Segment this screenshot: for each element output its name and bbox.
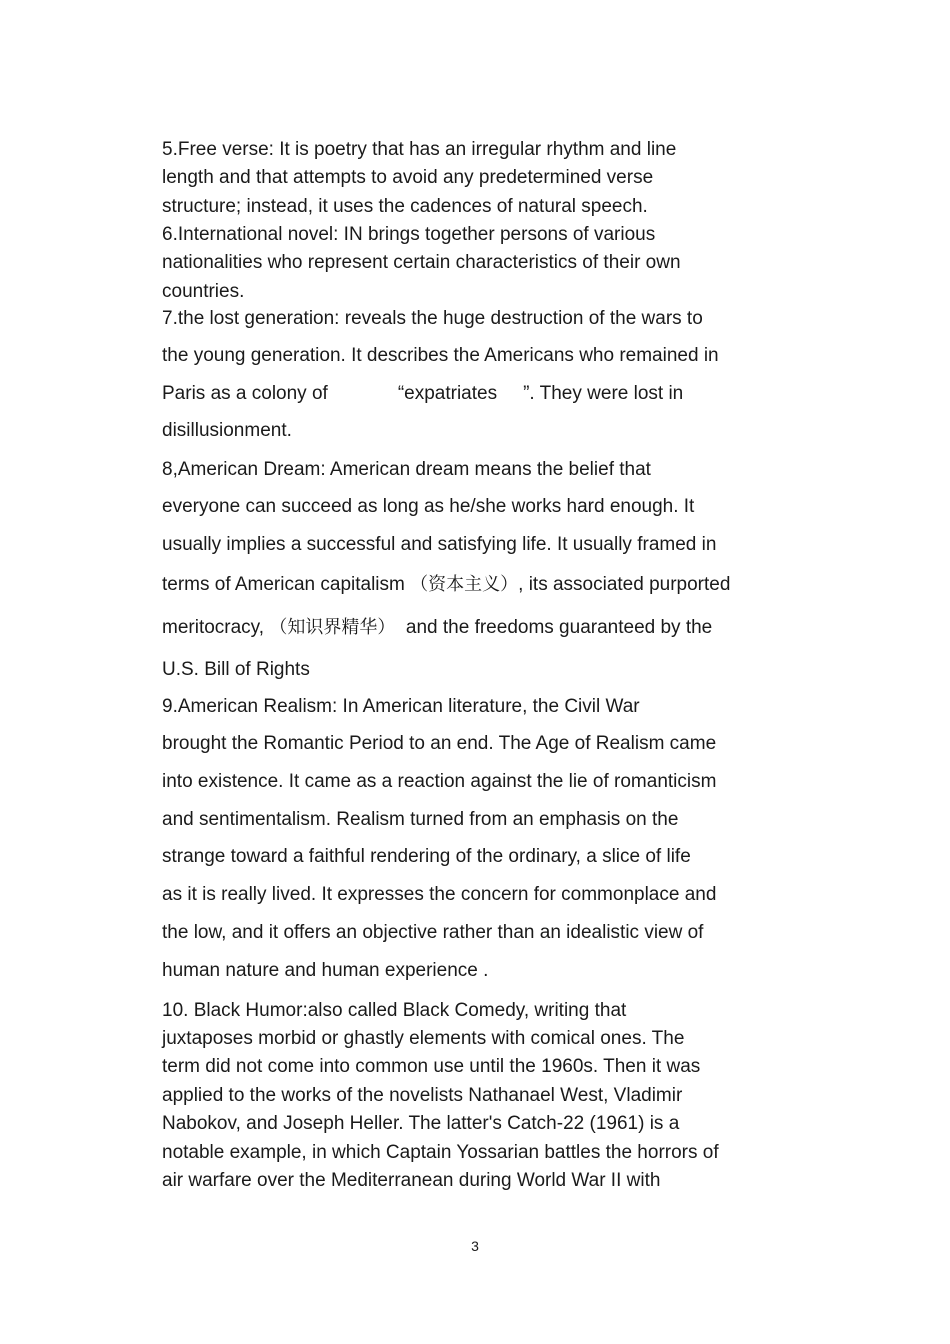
american-dream-line-4 bbox=[162, 573, 730, 597]
american-realism-line-5: strange toward a faithful rendering of the ordinary, a slice of life bbox=[162, 846, 691, 867]
expatriates-word: expatriates bbox=[404, 383, 498, 404]
lost-generation-line-1: 7.the lost generation: reveals the huge destruction of the wars to bbox=[162, 308, 703, 329]
american-realism-line-6: as it is really lived. It expresses the concern for commonplace and bbox=[162, 884, 717, 905]
close-quote: ” bbox=[523, 383, 530, 404]
black-humor-line-7: air warfare over the Mediterranean during World War II with bbox=[162, 1170, 661, 1191]
lost-generation-line-2: the young generation. It describes the Americans who remained in bbox=[162, 345, 719, 366]
black-humor-line-1: 10. Black Humor:also called Black Comedy, writing that bbox=[162, 1000, 627, 1021]
american-realism-line-2: brought the Romantic Period to an end. The Age of Realism came bbox=[162, 733, 717, 754]
american-realism-line-3: into existence. It came as a reaction against the lie of romanticism bbox=[162, 771, 717, 792]
american-dream-line-3: usually implies a successful and satisfying life. It usually framed in bbox=[162, 534, 717, 555]
american-dream-line-1: 8,American Dream: American dream means the belief that bbox=[162, 459, 651, 480]
american-dream-text-c: and the freedoms guaranteed by the bbox=[405, 617, 713, 638]
meritocracy-cjk-gloss: （知识界精华） bbox=[269, 617, 396, 638]
american-realism-line-4: and sentimentalism. Realism turned from an emphasis on the bbox=[162, 809, 679, 830]
black-humor-line-6: notable example, in which Captain Yossarian battles the horrors of bbox=[162, 1142, 719, 1163]
page-number: 3 bbox=[471, 1238, 479, 1254]
free-verse-line-3: structure; instead, it uses the cadences of natural speech. bbox=[162, 196, 648, 217]
black-humor-line-4: applied to the works of the novelists Nathanael West, Vladimir bbox=[162, 1085, 683, 1106]
lost-generation-text-c: . They were lost in bbox=[529, 383, 684, 404]
american-realism-line-8: human nature and human experience . bbox=[162, 960, 489, 981]
free-verse-line-1: 5.Free verse: It is poetry that has an irregular rhythm and line bbox=[162, 139, 677, 160]
american-realism-line-7: the low, and it offers an objective rather than an idealistic view of bbox=[162, 922, 704, 943]
lost-generation-line-3 bbox=[162, 382, 683, 406]
black-humor-line-5: Nabokov, and Joseph Heller. The latter's Catch-22 (1961) is a bbox=[162, 1113, 680, 1134]
capitalism-cjk-gloss: （资本主义） bbox=[410, 574, 519, 595]
international-novel-line-2: nationalities who represent certain characteristics of their own bbox=[162, 252, 681, 273]
black-humor-line-3: term did not come into common use until the 1960s. Then it was bbox=[162, 1056, 701, 1077]
lost-generation-line-4: disillusionment. bbox=[162, 420, 292, 441]
black-humor-line-2: juxtaposes morbid or ghastly elements with comical ones. The bbox=[162, 1028, 685, 1049]
lost-generation-text-a: Paris as a colony of bbox=[162, 383, 328, 404]
open-quote: “ bbox=[397, 383, 405, 404]
international-novel-line-1: 6.International novel: IN brings together persons of various bbox=[162, 224, 656, 245]
american-dream-text-a: terms of American capitalism bbox=[162, 574, 405, 595]
meritocracy-text: meritocracy, bbox=[162, 617, 265, 638]
free-verse-line-2: length and that attempts to avoid any predetermined verse bbox=[162, 167, 654, 188]
international-novel-line-3: countries. bbox=[162, 281, 245, 302]
american-dream-text-b: , its associated purported bbox=[518, 574, 731, 595]
american-dream-line-2: everyone can succeed as long as he/she works hard enough. It bbox=[162, 496, 695, 517]
american-dream-line-5 bbox=[162, 616, 712, 640]
american-dream-line-6: U.S. Bill of Rights bbox=[162, 659, 310, 680]
american-realism-line-1: 9.American Realism: In American literature, the Civil War bbox=[162, 696, 640, 717]
